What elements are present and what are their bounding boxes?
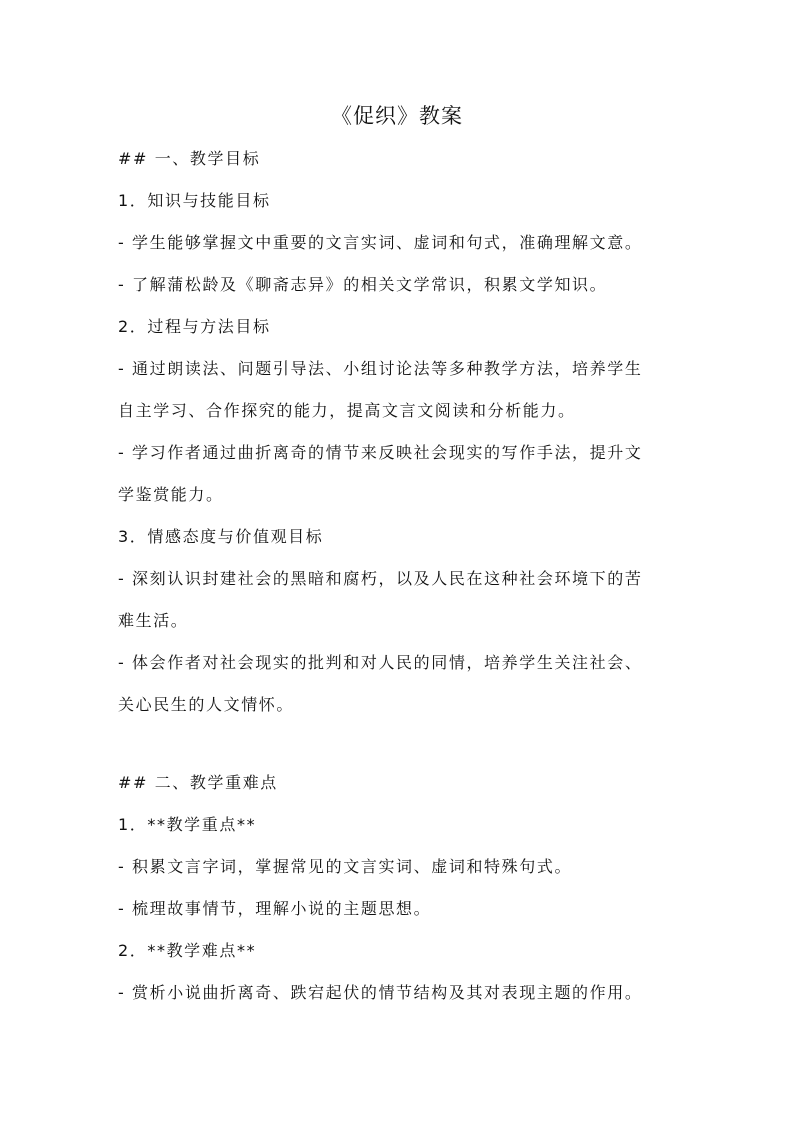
objective-emotion-heading: 3．情感态度与价值观目标 xyxy=(118,527,324,546)
difficulty-item-1: - 赏析小说曲折离奇、跌宕起伏的情节结构及其对表现主题的作用。 xyxy=(118,983,643,1002)
objective-emotion-item-2-line-2: 关心民生的人文情怀。 xyxy=(118,695,295,714)
difficulty-heading: 2．**教学难点** xyxy=(118,941,257,960)
objective-process-heading: 2．过程与方法目标 xyxy=(118,317,271,336)
objective-process-item-1-line-2: 自主学习、合作探究的能力，提高文言文阅读和分析能力。 xyxy=(118,401,576,420)
key-point-heading: 1．**教学重点** xyxy=(118,815,257,834)
key-point-item-1: - 积累文言字词，掌握常见的文言实词、虚词和特殊句式。 xyxy=(118,857,573,876)
objective-process-item-2-line-1: - 学习作者通过曲折离奇的情节来反映社会现实的写作手法，提升文 xyxy=(118,443,643,462)
objective-emotion-item-1-line-2: 难生活。 xyxy=(118,611,189,630)
objective-knowledge-item-1: - 学生能够掌握文中重要的文言实词、虚词和句式，准确理解文意。 xyxy=(118,233,643,252)
objective-emotion-item-2-line-1: - 体会作者对社会现实的批判和对人民的同情，培养学生关注社会、 xyxy=(118,653,643,672)
document-title: 《促织》教案 xyxy=(331,104,463,128)
objective-emotion-item-1-line-1: - 深刻认识封建社会的黑暗和腐朽，以及人民在这种社会环境下的苦 xyxy=(118,569,643,588)
objective-knowledge-item-2: - 了解蒲松龄及《聊斋志异》的相关文学常识，积累文学知识。 xyxy=(118,275,608,294)
section-heading-objectives: ## 一、教学目标 xyxy=(118,149,261,168)
objective-knowledge-heading: 1．知识与技能目标 xyxy=(118,191,271,210)
objective-process-item-1-line-1: - 通过朗读法、问题引导法、小组讨论法等多种教学方法，培养学生 xyxy=(118,359,643,378)
key-point-item-2: - 梳理故事情节，理解小说的主题思想。 xyxy=(118,899,432,918)
section-heading-key-points: ## 二、教学重难点 xyxy=(118,773,278,792)
objective-process-item-2-line-2: 学鉴赏能力。 xyxy=(118,485,224,504)
